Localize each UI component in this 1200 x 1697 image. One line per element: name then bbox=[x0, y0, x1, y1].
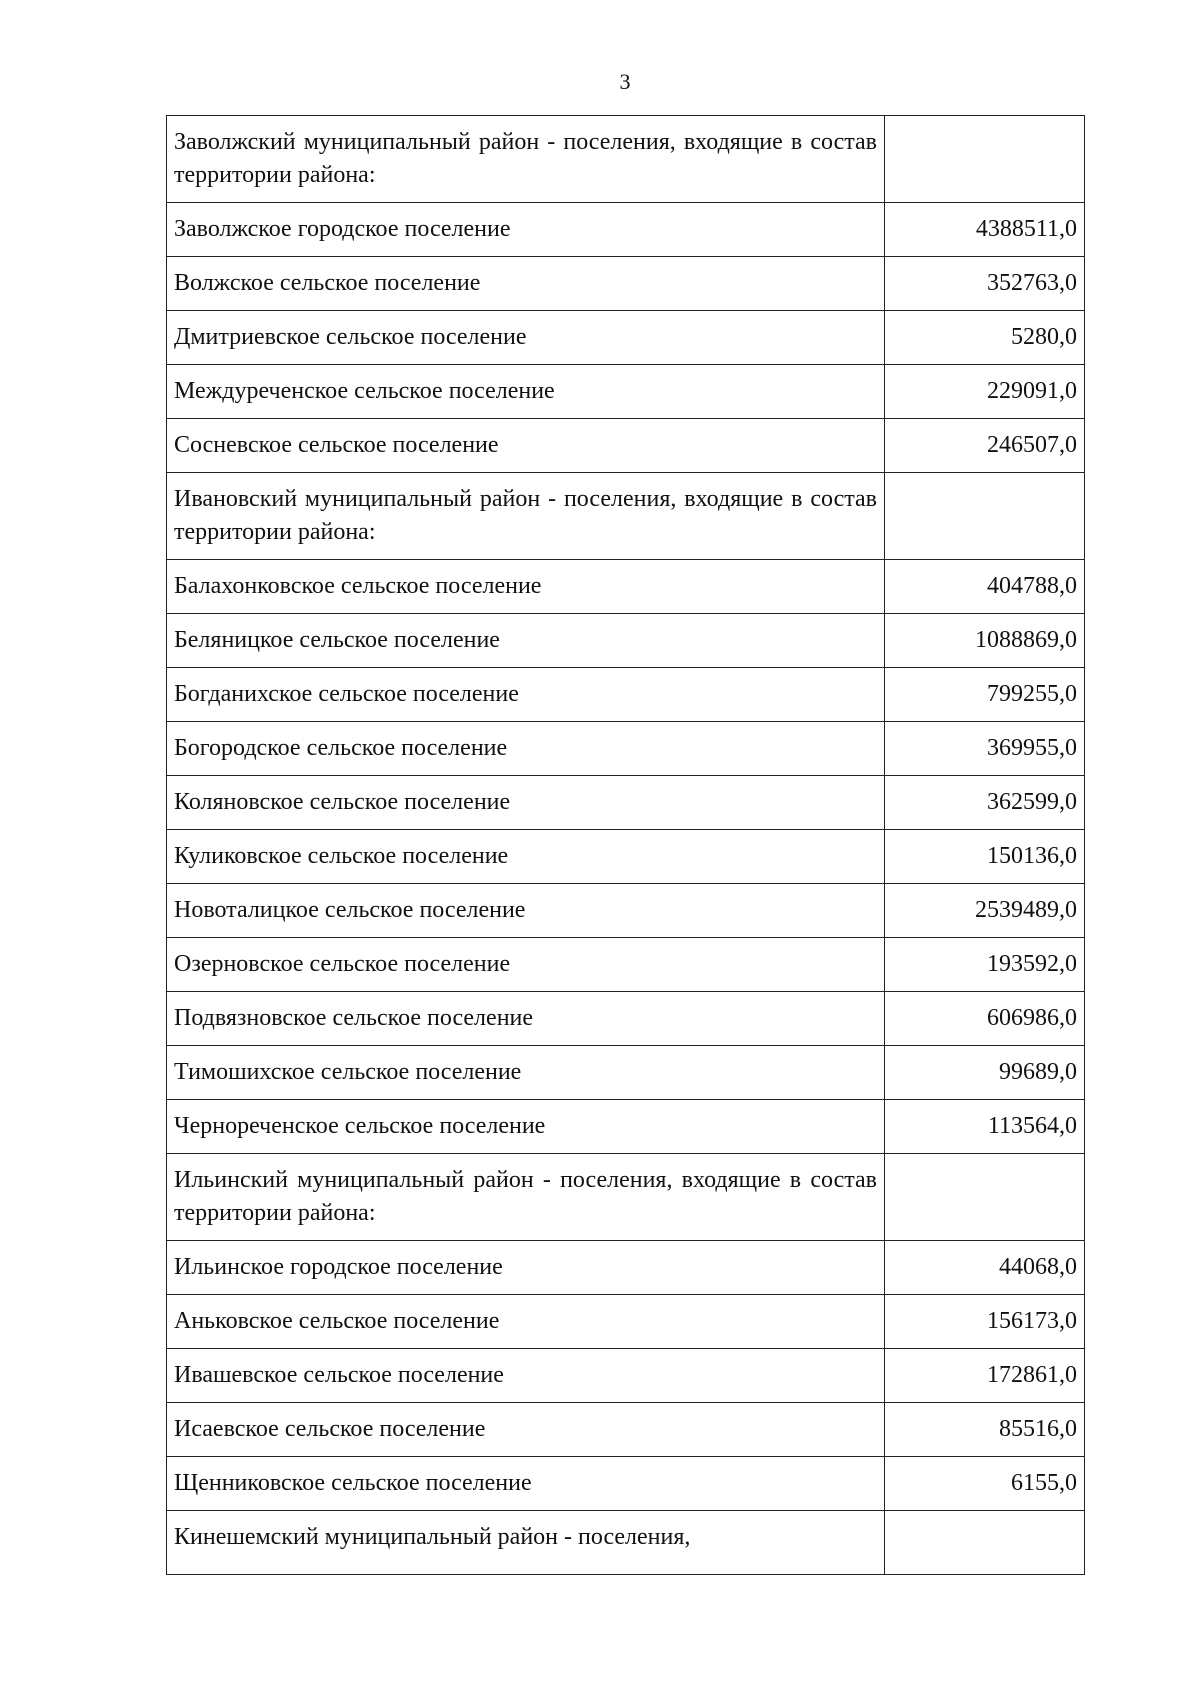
settlement-name-cell: Ильинское городское поселение bbox=[167, 1241, 885, 1295]
settlement-name-cell: Коляновское сельское поселение bbox=[167, 776, 885, 830]
settlement-name-cell: Междуреченское сельское поселение bbox=[167, 365, 885, 419]
table-row bbox=[167, 614, 1085, 668]
amount-cell: 156173,0 bbox=[885, 1295, 1085, 1349]
settlement-name-cell: Сосневское сельское поселение bbox=[167, 419, 885, 473]
settlement-name-cell: Озерновское сельское поселение bbox=[167, 938, 885, 992]
district-name-cell: Кинешемский муниципальный район - поселения, bbox=[167, 1511, 885, 1575]
table-row bbox=[167, 1349, 1085, 1403]
table-row bbox=[167, 419, 1085, 473]
settlement-name-cell: Волжское сельское поселение bbox=[167, 257, 885, 311]
table-row bbox=[167, 1295, 1085, 1349]
settlement-name-cell: Новоталицкое сельское поселение bbox=[167, 884, 885, 938]
district-header-row bbox=[167, 1154, 1085, 1241]
amount-cell bbox=[885, 1511, 1085, 1575]
amount-cell: 193592,0 bbox=[885, 938, 1085, 992]
amount-cell: 99689,0 bbox=[885, 1046, 1085, 1100]
settlement-name-cell: Заволжское городское поселение bbox=[167, 203, 885, 257]
amount-cell bbox=[885, 116, 1085, 203]
settlement-name-cell: Балахонковское сельское поселение bbox=[167, 560, 885, 614]
table-row bbox=[167, 938, 1085, 992]
table-row bbox=[167, 1100, 1085, 1154]
settlement-name-cell: Богданихское сельское поселение bbox=[167, 668, 885, 722]
table-row bbox=[167, 668, 1085, 722]
amount-cell: 172861,0 bbox=[885, 1349, 1085, 1403]
table-row bbox=[167, 1457, 1085, 1511]
settlement-name-cell: Тимошихское сельское поселение bbox=[167, 1046, 885, 1100]
amount-cell: 369955,0 bbox=[885, 722, 1085, 776]
settlement-name-cell: Чернореченское сельское поселение bbox=[167, 1100, 885, 1154]
table-row bbox=[167, 830, 1085, 884]
settlement-name-cell: Дмитриевское сельское поселение bbox=[167, 311, 885, 365]
table-row bbox=[167, 365, 1085, 419]
amount-cell: 246507,0 bbox=[885, 419, 1085, 473]
district-header-row bbox=[167, 116, 1085, 203]
district-name-cell: Ильинский муниципальный район - поселения, входящие в состав территории района: bbox=[167, 1154, 885, 1241]
amount-cell: 44068,0 bbox=[885, 1241, 1085, 1295]
table-row bbox=[167, 776, 1085, 830]
table-row bbox=[167, 1403, 1085, 1457]
district-header-row bbox=[167, 473, 1085, 560]
amount-cell: 113564,0 bbox=[885, 1100, 1085, 1154]
table-row bbox=[167, 203, 1085, 257]
amount-cell: 362599,0 bbox=[885, 776, 1085, 830]
amount-cell bbox=[885, 1154, 1085, 1241]
amount-cell: 150136,0 bbox=[885, 830, 1085, 884]
table-row bbox=[167, 311, 1085, 365]
district-name-cell: Заволжский муниципальный район - поселения, входящие в состав территории района: bbox=[167, 116, 885, 203]
amount-cell: 352763,0 bbox=[885, 257, 1085, 311]
settlement-name-cell: Исаевское сельское поселение bbox=[167, 1403, 885, 1457]
settlement-name-cell: Ивашевское сельское поселение bbox=[167, 1349, 885, 1403]
amount-cell: 2539489,0 bbox=[885, 884, 1085, 938]
settlement-name-cell: Щенниковское сельское поселение bbox=[167, 1457, 885, 1511]
amount-cell: 229091,0 bbox=[885, 365, 1085, 419]
amount-cell: 404788,0 bbox=[885, 560, 1085, 614]
amount-cell: 1088869,0 bbox=[885, 614, 1085, 668]
amount-cell: 606986,0 bbox=[885, 992, 1085, 1046]
table-row bbox=[167, 257, 1085, 311]
settlement-name-cell: Подвязновское сельское поселение bbox=[167, 992, 885, 1046]
amount-cell: 799255,0 bbox=[885, 668, 1085, 722]
table-row bbox=[167, 722, 1085, 776]
amount-cell: 5280,0 bbox=[885, 311, 1085, 365]
amount-cell: 4388511,0 bbox=[885, 203, 1085, 257]
table-row bbox=[167, 1046, 1085, 1100]
table-row bbox=[167, 992, 1085, 1046]
table-row bbox=[167, 1241, 1085, 1295]
page-number: 3 bbox=[619, 69, 631, 94]
amount-cell: 6155,0 bbox=[885, 1457, 1085, 1511]
settlements-table bbox=[166, 115, 1085, 1575]
table-row bbox=[167, 560, 1085, 614]
table-body bbox=[167, 116, 1085, 1575]
settlement-name-cell: Куликовское сельское поселение bbox=[167, 830, 885, 884]
amount-cell bbox=[885, 473, 1085, 560]
district-name-cell: Ивановский муниципальный район - поселения, входящие в состав территории района: bbox=[167, 473, 885, 560]
amount-cell: 85516,0 bbox=[885, 1403, 1085, 1457]
settlement-name-cell: Беляницкое сельское поселение bbox=[167, 614, 885, 668]
table-row bbox=[167, 884, 1085, 938]
settlement-name-cell: Богородское сельское поселение bbox=[167, 722, 885, 776]
table-row bbox=[167, 1511, 1085, 1575]
settlement-name-cell: Аньковское сельское поселение bbox=[167, 1295, 885, 1349]
